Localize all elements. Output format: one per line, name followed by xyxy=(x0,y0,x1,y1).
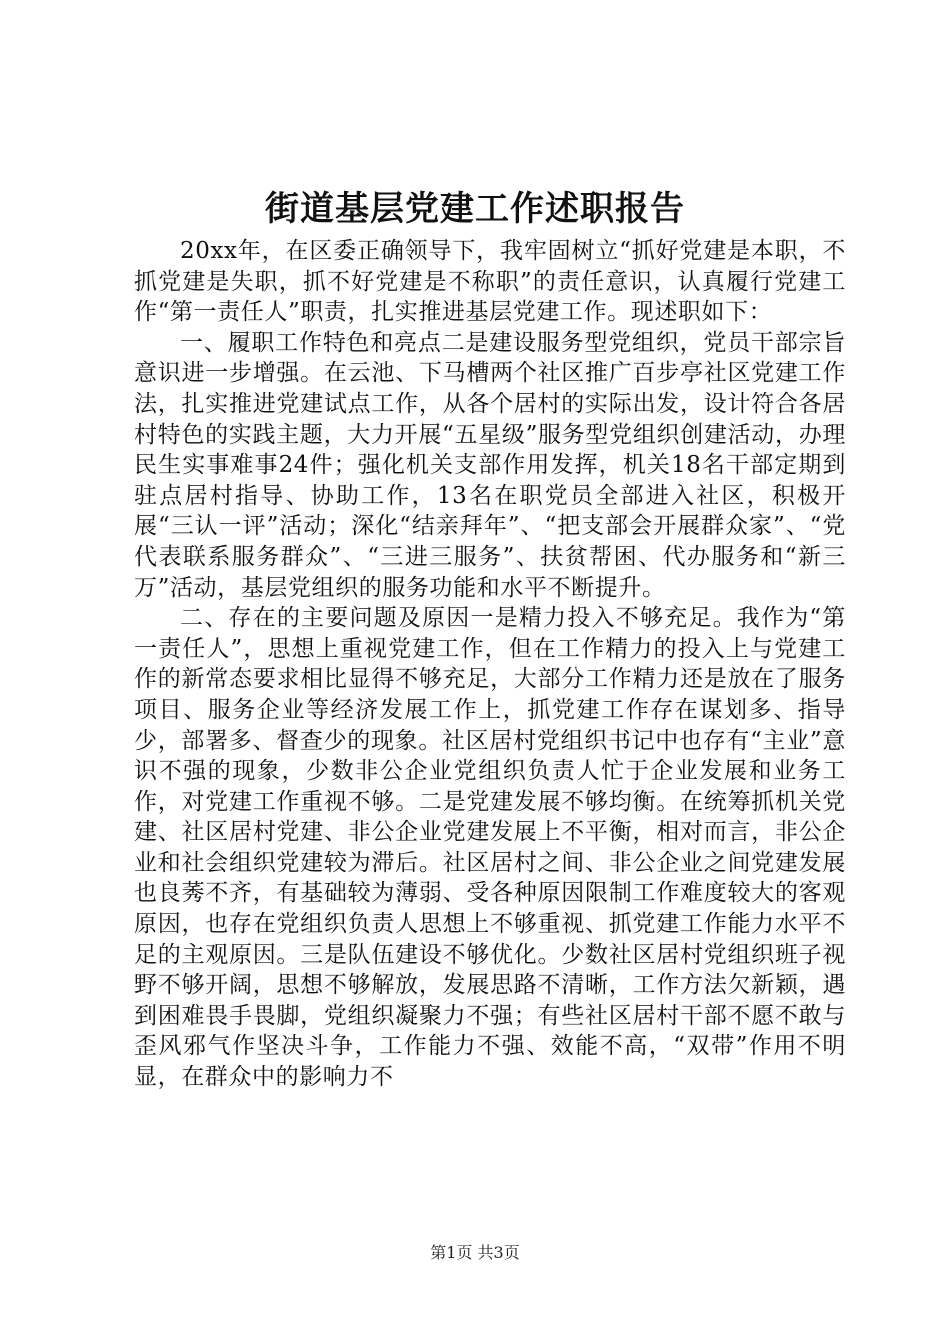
document-title: 街道基层党建工作述职报告 xyxy=(265,189,685,229)
page-number-footer: 第1页 共3页 xyxy=(430,1243,520,1262)
paragraph-section-two: 二、存在的主要问题及原因一是精力投入不够充足。我作为“第一责任人”，思想上重视党建工作，但在工作精力的投入上与党建工作的新常态要求相比显得不够充足，大部分工作精力还是放在了服务项目、服务企业等经济发展工作上，抓党建工作存在谋划多、指导少，部署多、督查少的现象。社区居村党组织书记中也存有“主业”意识不强的现象，少数非公企业党组织负责人忙于企业发展和业务工作，对党建工作重视不够。二是党建发展不够均衡。在统筹抓机关党建、社区居村党建、非公企业党建发展上不平衡，相对而言，非公企业和社会组织党建较为滞后。社区居村之间、非公企业之间党建发展也良莠不齐，有基础较为薄弱、受各种原因限制工作难度较大的客观原因，也存在党组织负责人思想上不够重视、抓党建工作能力水平不足的主观原因。三是队伍建设不够优化。少数社区居村党组织班子视野不够开阔，思想不够解放，发展思路不清晰，工作方法欠新颖，遇到困难畏手畏脚，党组织凝聚力不强；有些社区居村干部不愿不敢与歪风邪气作坚决斗争，工作能力不强、效能不高，“双带”作用不明显，在群众中的影响力不 xyxy=(134,605,846,1091)
paragraph-section-one: 一、履职工作特色和亮点二是建设服务型党组织，党员干部宗旨意识进一步增强。在云池、下马槽两个社区推广百步亭社区党建工作法，扎实推进党建试点工作，从各个居村的实际出发，设计符合各居村特色的实践主题，大力开展“五星级”服务型党组织创建活动，办理民生实事难事24件；强化机关支部作用发挥，机关18名干部定期到驻点居村指导、协助工作，13名在职党员全部进入社区，积极开展“三认一评”活动；深化“结亲拜年”、“把支部会开展群众家”、“党代表联系服务群众”、“三进三服务”、扶贫帮困、代办服务和“新三万”活动，基层党组织的服务功能和水平不断提升。 xyxy=(134,329,846,601)
paragraph-intro: 20xx年，在区委正确领导下，我牢固树立“抓好党建是本职，不抓党建是失职，抓不好党建是不称职”的责任意识，认真履行党建工作“第一责任人”职责，扎实推进基层党建工作。现述职如下： xyxy=(134,238,846,326)
document-body xyxy=(134,236,846,1093)
